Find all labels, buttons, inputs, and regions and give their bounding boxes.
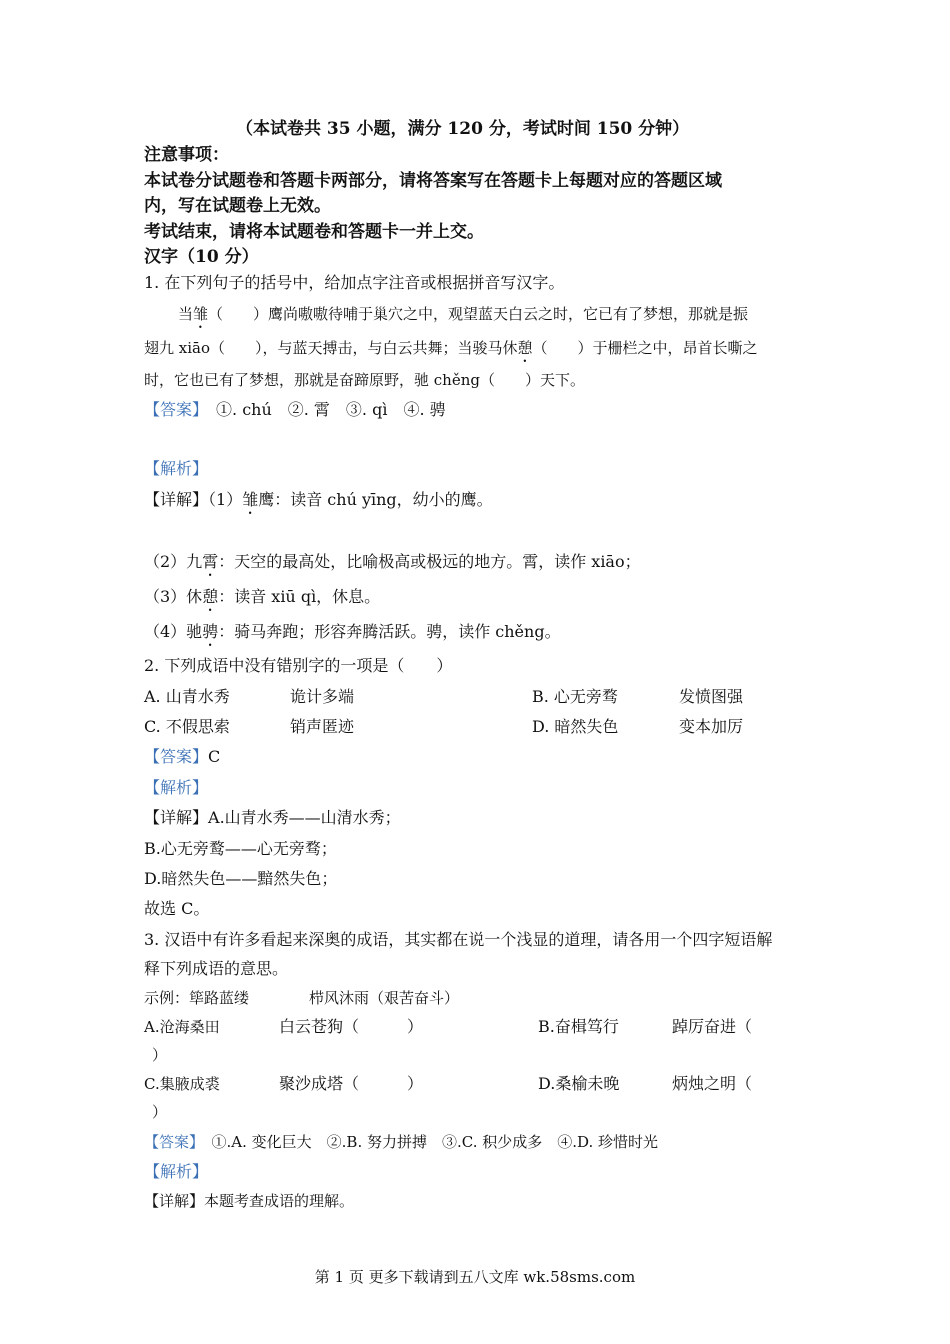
q3-example: 示例：筚路蓝缕 栉风沐雨（艰苦奋斗） — [144, 989, 460, 1007]
notice-line-1b: 内，写在试题卷上无效。 — [144, 196, 331, 216]
q3-option-b-close: ） — [152, 1046, 168, 1064]
q1-stem: 1. 在下列句子的括号中，给加点字注音或根据拼音写汉字。 — [144, 273, 565, 292]
q3-option-a-2: 白云苍狗（ ） — [279, 1017, 424, 1036]
q3-option-a-1: A.沧海桑田 — [144, 1018, 220, 1036]
q1-detail-2: （2）九霄：天空的最高处，比喻极高或极远的地方。霄，读作 xiāo； — [144, 552, 641, 571]
page-footer: 第 1 页 更多下载请到五八文库 wk.58sms.com — [314, 1268, 636, 1286]
q2-detail-2: B.心无旁鹜——心无旁骛； — [144, 839, 337, 858]
q2-answer: 【答案】C — [144, 747, 221, 766]
notice-line-1a: 本试卷分试题卷和答题卡两部分，请将答案写在答题卡上每题对应的答题区域 — [144, 171, 722, 191]
q2-option-d-2: 变本加厉 — [679, 717, 744, 736]
q2-stem: 2. 下列成语中没有错别字的一项是（ ） — [144, 656, 453, 675]
q2-analysis-label: 【解析】 — [144, 778, 209, 797]
q2-option-d-1: D. 暗然失色 — [532, 717, 619, 736]
q3-analysis-label: 【解析】 — [144, 1162, 209, 1181]
section-title: 汉字（10 分） — [144, 247, 259, 267]
q3-stem-a: 3. 汉语中有许多看起来深奥的成语，其实都在说一个浅显的道理，请各用一个四字短语解 — [144, 930, 773, 949]
q1-detail-4: （4）驰骋：骑马奔跑；形容奔腾活跃。骋，读作 chěng。 — [144, 622, 561, 641]
q3-option-d-2: 炳烛之明（ — [672, 1074, 753, 1093]
q3-option-d-close: ） — [152, 1103, 168, 1121]
q3-stem-b: 释下列成语的意思。 — [144, 959, 289, 978]
notice-title: 注意事项： — [144, 145, 229, 165]
exam-info: （本试卷共 35 小题，满分 120 分，考试时间 150 分钟） — [236, 119, 690, 139]
q1-detail-1: 【详解】（1）雏鹰：读音 chú yīng，幼小的鹰。 — [144, 490, 493, 509]
q3-option-b-2: 踔厉奋进（ — [672, 1017, 753, 1036]
q3-option-b-1: B.奋楫笃行 — [538, 1017, 619, 1036]
q2-detail-4: 故选 C。 — [144, 899, 210, 918]
q3-detail: 【详解】本题考查成语的理解。 — [144, 1192, 355, 1210]
q3-option-d-1: D.桑榆未晚 — [538, 1074, 620, 1093]
q2-option-c-2: 销声匿迹 — [290, 717, 355, 736]
q2-option-b-1: B. 心无旁骛 — [532, 687, 618, 706]
q2-detail-3: D.暗然失色——黯然失色； — [144, 869, 338, 888]
q1-passage-line-3: 时，它也已有了梦想，那就是奋蹄原野，驰 chěng（ ）天下。 — [144, 371, 585, 389]
q1-passage-line-2: 翅九 xiāo（ ），与蓝天搏击，与白云共舞；当骏马休憩（ ）于栅栏之中，昂首长嘶之 — [144, 339, 758, 357]
q1-detail-3: （3）休憩：读音 xiū qì，休息。 — [144, 587, 381, 606]
q3-answer: 【答案】 ①.A. 变化巨大 ②.B. 努力拼搏 ③.C. 积少成多 ④.D. 珍惜时光 — [144, 1133, 659, 1151]
q2-option-b-2: 发愤图强 — [679, 687, 744, 706]
q2-option-c-1: C. 不假思索 — [144, 717, 230, 736]
q3-option-c-2: 聚沙成塔（ ） — [279, 1074, 424, 1093]
q2-option-a-2: 诡计多端 — [290, 687, 355, 706]
q2-option-a-1: A. 山青水秀 — [144, 687, 230, 706]
q1-analysis-label: 【解析】 — [144, 459, 209, 478]
q2-detail-1: 【详解】A.山青水秀——山清水秀； — [144, 808, 401, 827]
q3-option-c-1: C.集腋成裘 — [144, 1075, 220, 1093]
q1-answer: 【答案】 ①. chú ②. 霄 ③. qì ④. 骋 — [144, 400, 446, 419]
notice-line-2: 考试结束，请将本试题卷和答题卡一并上交。 — [144, 222, 484, 242]
q1-passage-line-1: 当雏（ ）鹰尚嗷嗷待哺于巢穴之中，观望蓝天白云之时，它已有了梦想，那就是振 — [178, 305, 749, 323]
